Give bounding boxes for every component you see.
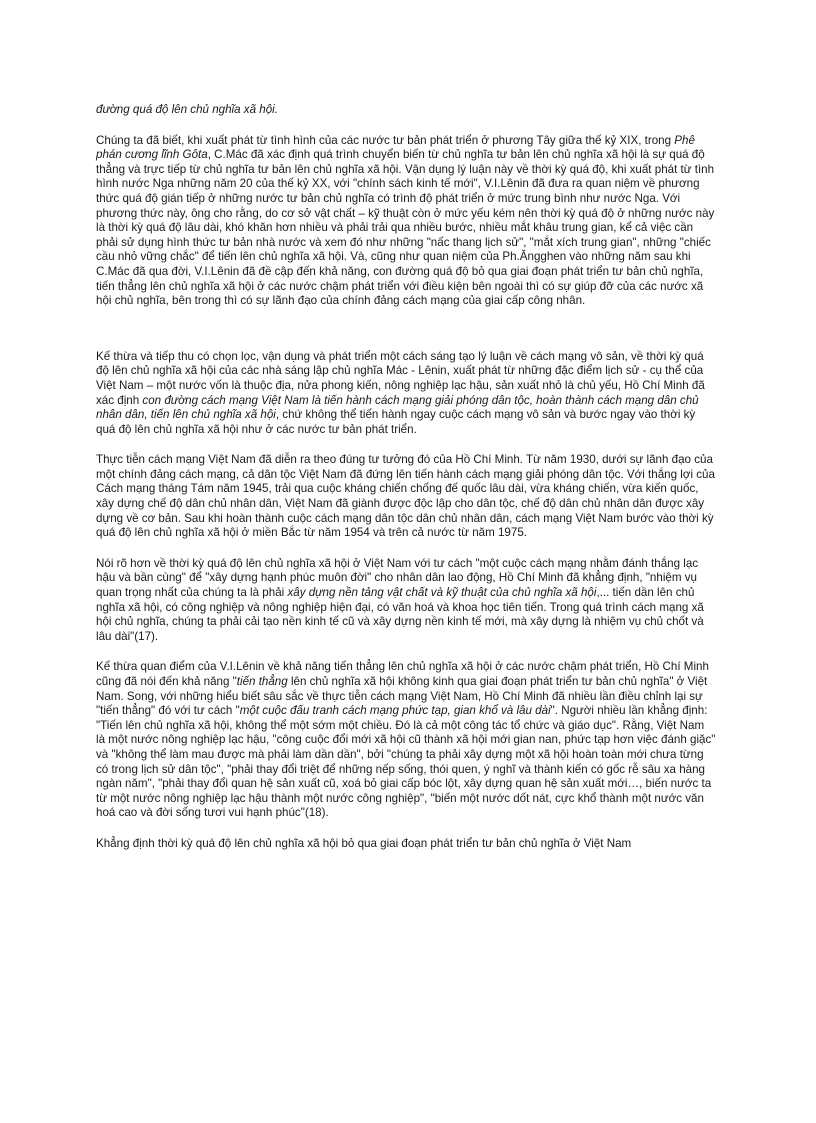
italic-text: một cuộc đấu tranh cách mạng phức tạp, gian khổ và lâu dài (239, 704, 551, 718)
italic-text: Phê phán cương lĩnh Gôta (96, 133, 695, 162)
paragraph-affirmation-fragment (96, 837, 716, 852)
paragraph-ho-chi-minh-path (96, 350, 716, 438)
italic-text: con đường cách mạng Việt Nam là tiến hành cách mạng giải phóng dân tộc, hoàn thành cách mạng dân chủ nhân dân, tiến lên chủ nghĩa xã hội (96, 393, 699, 422)
italic-text: tiến thẳng (236, 675, 288, 688)
text-run: Khẳng định thời kỳ quá độ lên chủ nghĩa xã hội bỏ qua giai đoạn phát triển tư bản chủ nghĩa ở Việt Nam (96, 836, 632, 850)
text-run: Chúng ta đã biết, khi xuất phát từ tình hình của các nước tư bản phát triển ở phương Tây giữa thế kỷ XIX, trong (96, 133, 675, 147)
italic-text: xây dựng nền tảng vật chất và kỹ thuật của chủ nghĩa xã hội (287, 586, 597, 600)
paragraph-marx-lenin-transition (96, 134, 716, 309)
paragraph-direct-advance (96, 660, 716, 821)
document-page (96, 103, 716, 852)
text-run: , chứ không thể tiến hành ngay cuộc cách mạng vô sản và bước ngay vào thời kỳ quá độ lên chủ nghĩa xã hội như ở các nước tư bản phát triển. (96, 408, 696, 436)
text-run: , C.Mác đã xác định quá trình chuyển biến từ chủ nghĩa tư bản lên chủ nghĩa xã hội là sự quá độ thẳng và trực tiếp từ chủ nghĩa tư bản lên chủ nghĩa xã hội. Vận dụng lý luận này về thời kỳ quá độ, khi xuất phát từ tình hình nước Nga những năm 20 của thế kỷ XX, với "chính sách kinh tế mới", V.I.Lênin đã đưa ra quan niệm về phương thức quá độ gián tiếp ở những nước tư bản chủ nghĩa có trình độ phát triển ở mức trung bình như nước Nga. Với phương thức này, ông cho rằng, do cơ sở vật chất – kỹ thuật còn ở mức yếu kém nên thời kỳ quá độ ở những nước này là thời kỳ quá độ lâu dài, khó khăn hơn nhiều và phải trải qua nhiều bước, nhiều mắt khâu trung gian, kể cả việc cần phải sử dụng hình thức tư bản nhà nước và xem đó như những "nấc thang lịch sử", "mắt xích trung gian", những "chiếc cầu nhỏ vững chắc" để tiến lên chủ nghĩa xã hội. Và, cũng như quan niệm của Ph.Ăngghen vào những năm sau khi C.Mác đã qua đời, V.I.Lênin đã đề cập đến khả năng, con đường quá độ bỏ qua giai đoạn phát triển tư bản chủ nghĩa, tiến thẳng lên chủ nghĩa xã hội ở các nước chậm phát triển với điều kiện bên ngoài thì có sự giúp đỡ của các nước xã hội chủ nghĩa, bên trong thì có sự lãnh đạo của chính đảng cách mạng của giai cấp công nhân. (96, 148, 715, 308)
paragraph-vietnam-revolution-practice (96, 453, 716, 541)
text-run: ". Người nhiều lần khẳng định: "Tiến lên chủ nghĩa xã hội, không thể một sớm một chiều. Đó là cả một công tác tổ chức và giáo dục". Rằng, Việt Nam là một nước nông nghiệp lạc hậu, "công cuộc đổi mới xã hội cũ thành xã hội mới gian nan, phức tạp hơn việc đánh giặc" và "không thể làm mau được mà phải làm dần dần", bởi "chúng ta phải xây dựng một xã hội hoàn toàn mới chưa từng có trong lịch sử dân tộc", "phải thay đổi triệt để những nếp sống, thói quen, ý nghĩ và thành kiến có gốc rễ sâu xa hàng ngàn năm", "phải thay đổi quan hệ sản xuất cũ, xoá bỏ giai cấp bóc lột, xây dựng quan hệ sản xuất mới…, biến nước ta từ một nước nông nghiệp lạc hậu thành một nước công nghiệp", "biến một nước dốt nát, cực khổ thành một nước văn hoá cao và đời sống tươi vui hạnh phúc"(18). (96, 704, 716, 820)
text-run: Kế thừa và tiếp thu có chọn lọc, vận dụng và phát triển một cách sáng tạo lý luận về cách mạng vô sản, về thời kỳ quá độ lên chủ nghĩa xã hội của các nhà sáng lập chủ nghĩa Mác - Lênin, xuất phát từ những đặc điểm lịch sử - cụ thể của Việt Nam – một nước vốn là thuộc địa, nửa phong kiến, nông nghiệp lạc hậu, sản xuất nhỏ là chủ yếu, Hồ Chí Minh đã xác định (96, 349, 705, 407)
italic-text: đường quá độ lên chủ nghĩa xã hội. (96, 103, 278, 116)
text-run: ,... tiến dần lên chủ nghĩa xã hội, có công nghiệp và nông nghiệp hiện đại, có văn hoá và khoa học tiên tiến. Trong quá trình cách mạng xã hội chủ nghĩa, chúng ta phải cải tạo nền kinh tế cũ và xây dựng nền kinh tế mới, mà xây dựng là nhiệm vụ chủ chốt và lâu dài"(17). (96, 586, 704, 643)
paragraph-intro-fragment (96, 103, 716, 118)
text-run: Thực tiễn cách mạng Việt Nam đã diễn ra theo đúng tư tưởng đó của Hồ Chí Minh. Từ năm 1930, dưới sự lãnh đạo của một chính đảng cách mạng, cả dân tộc Việt Nam đã đứng lên tiến hành cách mạng giải phóng dân tộc. Với thắng lợi của Cách mạng tháng Tám năm 1945, trải qua cuộc kháng chiến chống đế quốc lâu dài, vừa kháng chiến, vừa kiến quốc, xây dựng chế độ dân chủ nhân dân, Việt Nam đã giành được độc lập cho dân tộc, chế độ dân chủ nhân dân được xây dựng về cơ bản. Sau khi hoàn thành cuộc cách mạng dân tộc dân chủ nhân dân, cách mạng Việt Nam bước vào thời kỳ quá độ lên chủ nghĩa xã hội ở miền Bắc từ năm 1954 và trên cả nước từ năm 1975. (96, 453, 715, 540)
text-run: Kế thừa quan điểm của V.I.Lênin về khả năng tiến thẳng lên chủ nghĩa xã hội ở các nước chậm phát triển, Hồ Chí Minh cũng đã nói đến khả năng " (96, 660, 709, 688)
paragraph-transition-tasks (96, 557, 716, 645)
text-run: Nói rõ hơn về thời kỳ quá độ lên chủ nghĩa xã hội ở Việt Nam với tư cách "một cuộc cách mạng nhằm đánh thắng lạc hậu và bần cùng" để "xây dựng hạnh phúc muôn đời" cho nhân dân lao động, Hồ Chí Minh đã khẳng định, "nhiệm vụ quan trọng nhất của chúng ta là phải (96, 556, 699, 600)
text-run: lên chủ nghĩa xã hội không kinh qua giai đoạn phát triển tư bản chủ nghĩa" ở Việt Nam. Song, với những hiểu biết sâu sắc về thực tiễn cách mạng Việt Nam, Hồ Chí Minh đã nhiều lần điều chỉnh lại sự "tiến thẳng" đó với tư cách " (96, 675, 708, 718)
